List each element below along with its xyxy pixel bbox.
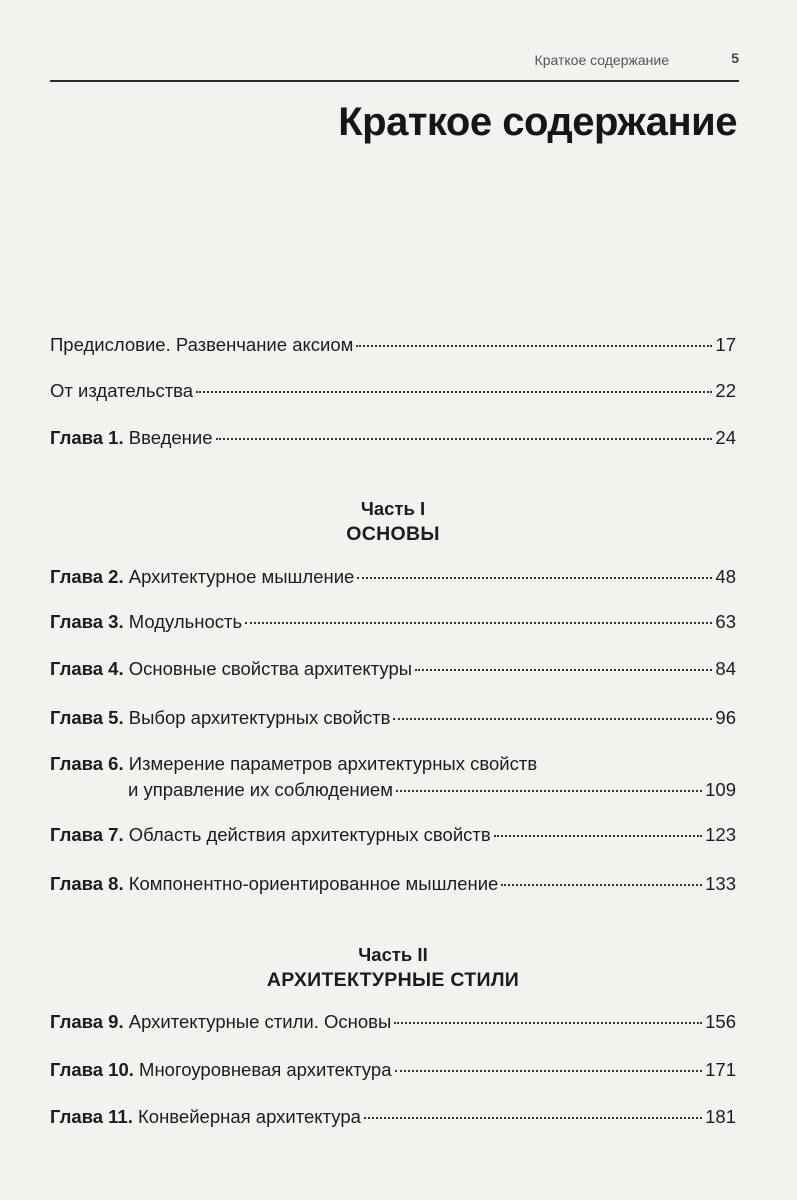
toc-entry-chapter-1[interactable]	[50, 425, 736, 451]
part-1-number: Часть I	[360, 498, 426, 519]
running-header-page-number: 5	[731, 50, 739, 66]
toc-entry-chapter-9[interactable]	[50, 1009, 736, 1035]
toc-entry-page: 24	[715, 427, 736, 448]
toc-entry-title: Многоуровневая архитектура	[139, 1059, 392, 1080]
toc-entry-title: Конвейерная архитектура	[138, 1106, 361, 1127]
toc-entry-page: 63	[715, 611, 736, 632]
toc-entry-chapter-10[interactable]	[50, 1057, 736, 1083]
toc-entry-title: Архитектурное мышление	[128, 566, 355, 587]
dot-leader	[393, 718, 712, 720]
toc-entry-title: Область действия архитектурных свойств	[128, 824, 491, 845]
toc-entry-chapter-11[interactable]	[50, 1104, 736, 1130]
part-2-number: Часть II	[358, 944, 428, 965]
running-header-title: Краткое содержание	[534, 52, 669, 68]
toc-entry-chapter-5[interactable]	[50, 705, 736, 731]
dot-leader	[501, 884, 702, 886]
toc-entry-page: 123	[705, 824, 736, 845]
toc-entry-title: От издательства	[50, 380, 194, 401]
dot-leader	[364, 1117, 702, 1119]
toc-entry-chapter-6[interactable]	[50, 751, 736, 803]
toc-chapter-label: Глава 5.	[50, 707, 124, 728]
toc-entry-title: Основные свойства архитектуры	[128, 658, 413, 679]
toc-entry-title: Модульность	[128, 611, 243, 632]
toc-chapter-label: Глава 9.	[50, 1011, 124, 1032]
dot-leader	[394, 1022, 702, 1024]
toc-entry-page: 96	[715, 707, 736, 728]
dot-leader	[494, 835, 702, 837]
toc-entry-publisher[interactable]	[50, 378, 736, 404]
dot-leader	[245, 622, 712, 624]
dot-leader	[196, 391, 712, 393]
dot-leader	[356, 345, 712, 347]
toc-entry-page: 181	[705, 1106, 736, 1127]
dot-leader	[357, 577, 712, 579]
dot-leader	[396, 790, 702, 792]
toc-entry-page: 109	[705, 779, 736, 800]
toc-entry-page: 171	[705, 1059, 736, 1080]
toc-entry-chapter-2[interactable]	[50, 564, 736, 590]
toc-entry-page: 84	[715, 658, 736, 679]
toc-entry-chapter-7[interactable]	[50, 822, 736, 848]
part-1-name: ОСНОВЫ	[346, 523, 440, 545]
toc-entry-page: 22	[715, 380, 736, 401]
dot-leader	[216, 438, 713, 440]
toc-entry-title: Выбор архитектурных свойств	[128, 707, 391, 728]
toc-entry-page: 17	[715, 334, 736, 355]
part-2-name: АРХИТЕКТУРНЫЕ СТИЛИ	[266, 969, 520, 991]
dot-leader	[415, 669, 712, 671]
toc-entry-chapter-3[interactable]	[50, 609, 736, 635]
toc-chapter-label: Глава 2.	[50, 566, 124, 587]
header-rule	[50, 80, 739, 82]
toc-chapter-label: Глава 11.	[50, 1106, 133, 1127]
toc-entry-chapter-4[interactable]	[50, 656, 736, 682]
toc-entry-title: Введение	[128, 427, 213, 448]
toc-entry-title: Предисловие. Развенчание аксиом	[50, 334, 354, 355]
toc-chapter-label: Глава 4.	[50, 658, 124, 679]
toc-chapter-label: Глава 3.	[50, 611, 124, 632]
toc-entry-page: 133	[705, 873, 736, 894]
toc-chapter-label: Глава 7.	[50, 824, 124, 845]
toc-entry-page: 156	[705, 1011, 736, 1032]
toc-entry-chapter-8[interactable]	[50, 871, 736, 897]
toc-chapter-label: Глава 1.	[50, 427, 124, 448]
toc-entry-title-continued: и управление их соблюдением	[128, 779, 393, 800]
running-header	[50, 48, 739, 78]
toc-chapter-label: Глава 10.	[50, 1059, 134, 1080]
toc-entry-title: Архитектурные стили. Основы	[128, 1011, 392, 1032]
toc-entry-title: Компонентно-ориентированное мышление	[128, 873, 499, 894]
part-1-heading	[50, 497, 736, 546]
toc-chapter-label: Глава 6.	[50, 753, 124, 774]
toc-entry-page: 48	[715, 566, 736, 587]
toc-entry-title: Измерение параметров архитектурных свойств	[128, 753, 538, 774]
dot-leader	[395, 1070, 703, 1072]
toc-chapter-label: Глава 8.	[50, 873, 124, 894]
toc-entry-preface[interactable]	[50, 332, 736, 358]
part-2-heading	[50, 943, 736, 992]
page-title: Краткое содержание	[338, 100, 737, 144]
